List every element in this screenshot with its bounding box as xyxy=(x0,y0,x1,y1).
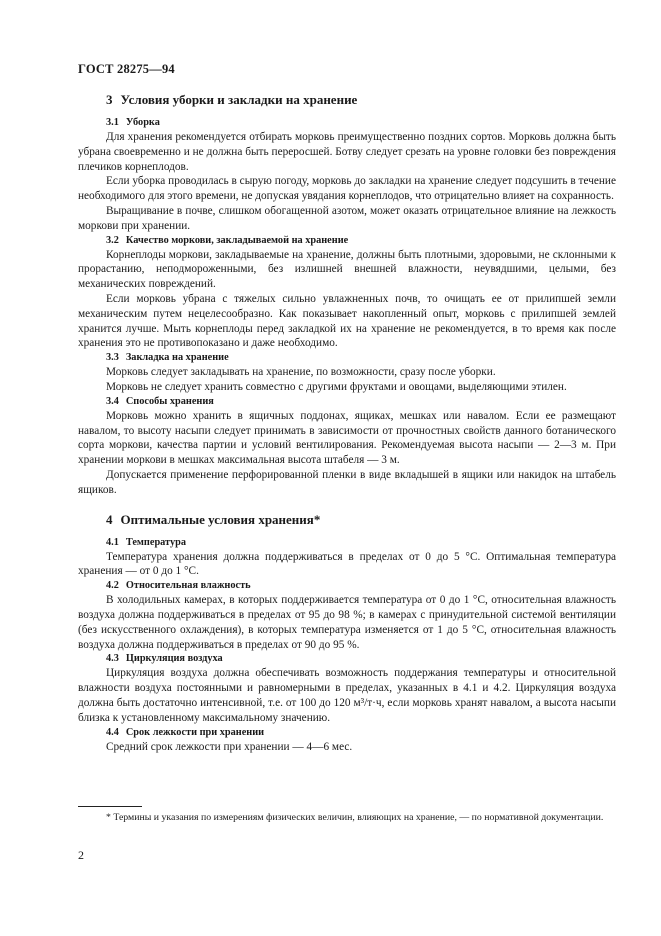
section-title: Условия уборки и закладки на хранение xyxy=(120,92,358,107)
subsection-number: 3.2 xyxy=(106,234,119,246)
subsection-4-1-heading xyxy=(106,536,616,550)
paragraph: Средний срок лежкости при хранении — 4—6 мес. xyxy=(106,740,353,753)
section-number: 3 xyxy=(106,92,113,107)
subsection-number: 3.1 xyxy=(106,117,119,128)
paragraph: В холодильных камерах, в которых поддерживается температура от 0 до 1 °С, относительная влажность воздуха должна поддерживаться в пределах от 95 до 98 %; в камерах с принудительной системой вентиляции (без искусственного охлаждения), в которых температура изменяется от 1 до 5 °С, относительная влажность воздуха должна поддерживаться в пределах от 90 до 95 %. xyxy=(78,594,616,651)
subsection-4-4-heading xyxy=(106,726,616,740)
subsection-3-4-heading xyxy=(106,395,616,409)
subsection-title: Закладка на хранение xyxy=(125,352,229,364)
paragraph: Если уборка проводилась в сырую погоду, морковь до закладки на хранение следует подсушить в течение необходимого для этого времени, не допуская увядания корнеплодов, что отрицательно влияет на сохранность. xyxy=(78,175,616,203)
subsection-title: Срок лежкости при хранении xyxy=(125,726,265,738)
subsection-title: Относительная влажность xyxy=(125,580,251,592)
subsection-title: Циркуляция воздуха xyxy=(125,653,223,665)
subsection-3-2-heading xyxy=(106,234,616,248)
standard-header: ГОСТ 28275—94 xyxy=(78,62,175,76)
paragraph: Морковь не следует хранить совместно с другими фруктами и овощами, выделяющими этилен. xyxy=(106,380,567,393)
paragraph: Температура хранения должна поддерживаться в пределах от 0 до 5 °С. Оптимальная температура хранения — от 0 до 1 °С. xyxy=(78,550,616,578)
subsection-4-2-heading xyxy=(106,579,616,593)
section-3-heading xyxy=(106,92,616,108)
page-content xyxy=(78,92,616,754)
section-number: 4 xyxy=(106,511,113,527)
paragraph: Морковь можно хранить в ящичных поддонах, ящиках, мешках или навалом. Если ее размещают навалом, то высоту насыпи следует принимать в зависимости от прочностных свойств данного ботанического сорта моркови, качества партии и условий вентилирования. Рекомендуемая высота насыпи — 2—3 м. При хранении моркови в мешках максимальная высота штабеля — 3 м. xyxy=(78,409,616,467)
paragraph: Морковь следует закладывать на хранение, по возможности, сразу после уборки. xyxy=(106,366,496,379)
subsection-title: Уборка xyxy=(125,117,160,128)
subsection-title: Способы хранения xyxy=(125,395,214,407)
paragraph: Если морковь убрана с тяжелых сильно увлажненных почв, то очищать ее от прилипшей земли механическим путем нецелесообразно. Как показывает накопленный опыт, морковь с прилипшей землей хранится лучше. Мыть корнеплоды перед закладкой их на хранение не рекомендуется, в то время как после хранения это не противопоказано и даже необходимо. xyxy=(78,292,616,350)
subsection-number: 4.4 xyxy=(106,726,119,738)
subsection-number: 3.4 xyxy=(106,395,119,407)
subsection-title: Температура xyxy=(125,536,186,548)
subsection-4-3-heading xyxy=(106,652,616,666)
paragraph: Допускается применение перфорированной пленки в виде вкладышей в ящики или накидок на штабель ящиков. xyxy=(78,468,616,496)
section-title: Оптимальные условия хранения* xyxy=(120,511,321,527)
subsection-3-1-heading xyxy=(106,116,616,130)
footnote-divider xyxy=(78,806,142,807)
paragraph: Циркуляция воздуха должна обеспечивать возможность поддержания температуры и относительной влажности воздуха постоянными и равномерными в пределах, указанных в 4.1 и 4.2. Циркуляция воздуха должна быть достаточно интенсивной, т.е. от 100 до 120 м³/т·ч, если морковь хранят навалом, а высота насыпи близка к установленному максимальному значению. xyxy=(78,667,616,724)
paragraph: Корнеплоды моркови, закладываемые на хранение, должны быть плотными, здоровыми, не склонными к прорастанию, неподмороженными, без излишней внешней влажности, неувядшими, целыми, без механических повреждений. xyxy=(78,248,616,291)
subsection-number: 3.3 xyxy=(106,352,119,364)
subsection-number: 4.1 xyxy=(106,536,119,548)
subsection-title: Качество моркови, закладываемой на хранение xyxy=(125,234,349,246)
footnote: * Термины и указания по измерениям физических величин, влияющих на хранение, — по нормативной документации. xyxy=(106,812,604,823)
subsection-3-3-heading xyxy=(106,351,616,365)
subsection-number: 4.2 xyxy=(106,580,119,592)
section-4-heading xyxy=(106,512,616,528)
page-number: 2 xyxy=(78,848,84,862)
subsection-number: 4.3 xyxy=(106,653,119,665)
paragraph: Выращивание в почве, слишком обогащенной азотом, может оказать отрицательное влияние на лежкость моркови при хранении. xyxy=(78,204,616,232)
paragraph: Для хранения рекомендуется отбирать морковь преимущественно поздних сортов. Морковь должна быть убрана своевременно и не должна быть переросшей. Ботву следует срезать на уровне головки без повреждения плечиков корнеплодов. xyxy=(78,131,616,173)
